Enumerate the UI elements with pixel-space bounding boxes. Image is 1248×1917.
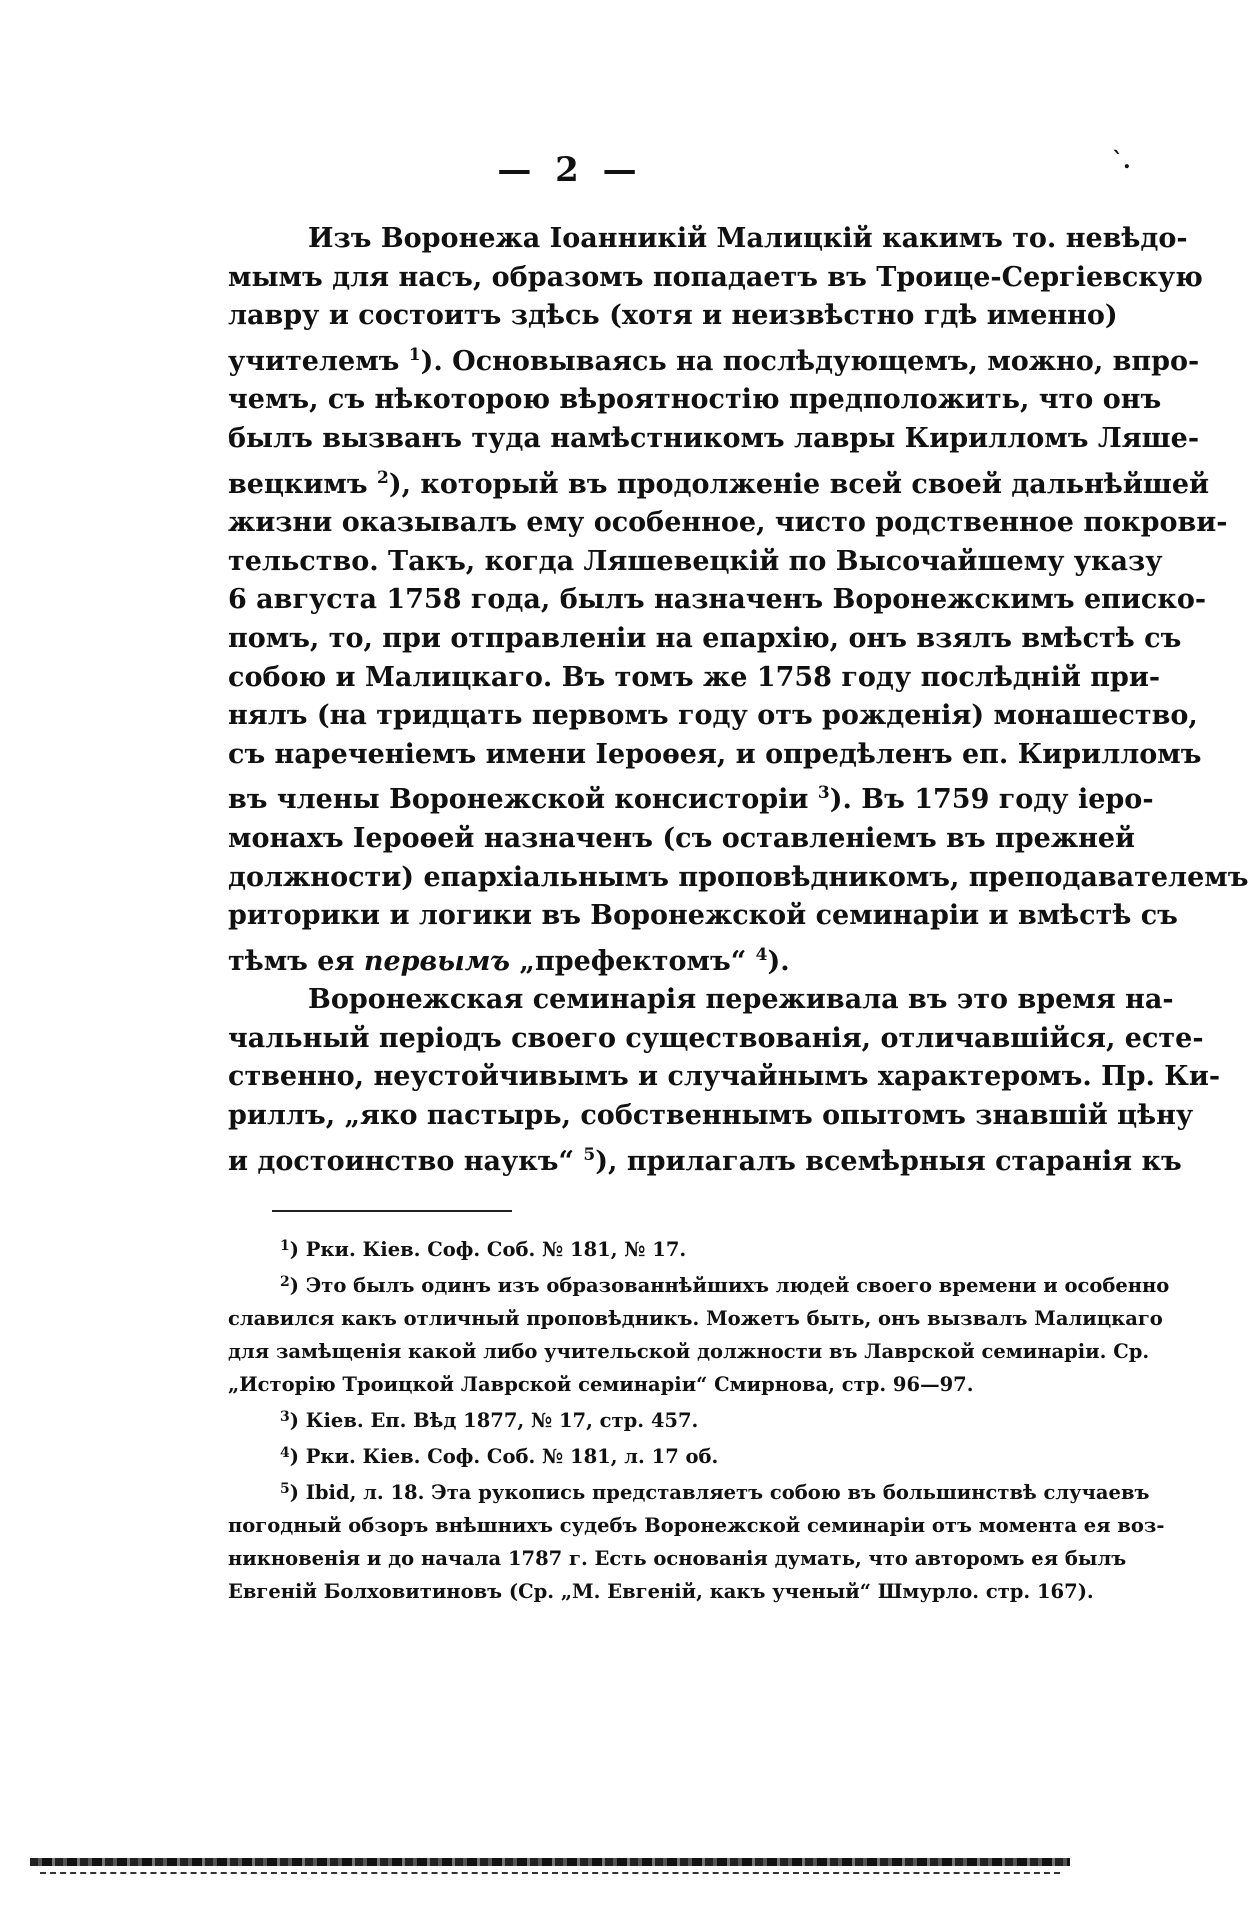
text-line: риторики и логики въ Воронежской семинаріи и вмѣстѣ съ <box>228 900 1178 932</box>
footnote-line: $^4$) Рки. Кіев. Соф. Соб. № 181, л. 17 об. <box>280 1445 719 1468</box>
footnote-line: $^5$) Ibid, л. 18. Эта рукопись представляетъ собою въ большинствѣ случаевъ <box>280 1481 1150 1504</box>
text-fragment: „префектомъ“ <box>510 945 756 977</box>
footnote-line: $^2$) Это былъ одинъ изъ образованнѣйшихъ людей своего времени и особенно <box>280 1274 1170 1297</box>
footnote-number: 4 <box>280 1445 290 1461</box>
footnote-text: Это былъ одинъ изъ образованнѣйшихъ людей своего времени и особенно <box>305 1274 1170 1297</box>
text-fragment: ), который въ продолженіе всей своей дальнѣйшей <box>388 468 1210 500</box>
text-fragment: тѣмъ ея <box>228 945 364 977</box>
bottom-scan-rule <box>30 1858 1070 1866</box>
footnote-line: погодный обзоръ внѣшнихъ судебъ Воронежской семинаріи отъ момента ея воз- <box>228 1514 1165 1537</box>
text-line: съ нареченіемъ имени Іероѳея, и опредѣленъ еп. Кирилломъ <box>228 738 1202 770</box>
text-fragment: въ члены Воронежской консисторіи <box>228 784 818 816</box>
text-line: помъ, то, при отправленіи на епархію, онъ взялъ вмѣстѣ съ <box>228 622 1182 654</box>
text-line: лавру и состоитъ здѣсь (хотя и неизвѣстно гдѣ именно) <box>228 300 1118 332</box>
footnote-text: Рки. Кіев. Соф. Соб. № 181, № 17. <box>305 1238 687 1261</box>
text-line: монахъ Іероѳей назначенъ (съ оставленіемъ въ прежней <box>228 822 1136 854</box>
footnote-line: $^3$) Кіев. Еп. Вѣд 1877, № 17, стр. 457. <box>280 1409 699 1432</box>
footnote-line: славился какъ отличный проповѣдникъ. Можетъ быть, онъ вызвалъ Малицкаго <box>228 1307 1163 1330</box>
footnote-5 <box>228 1473 1165 1608</box>
text-line: Воронежская семинарія переживала въ это время на- <box>308 984 1174 1016</box>
text-line <box>228 459 1210 505</box>
body-text <box>228 220 1248 1181</box>
text-line: 6 августа 1758 года, былъ назначенъ Воронежскимъ еписко- <box>228 584 1207 616</box>
footnote-line: никновенія и до начала 1787 г. Есть основанія думать, что авторомъ ея былъ <box>228 1547 1127 1570</box>
bottom-scan-rule-secondary <box>40 1872 1060 1874</box>
text-line: чемъ, съ нѣкоторою вѣроятностію предположить, что онъ <box>228 384 1162 416</box>
footnote-line: для замѣщенія какой либо учительской должности въ Лаврской семинаріи. Ср. <box>228 1340 1150 1363</box>
text-fragment: учителемъ <box>228 345 409 377</box>
footnotes <box>228 1230 1170 1608</box>
italic-fragment: первымъ <box>363 945 511 977</box>
footnote-1 <box>228 1230 1056 1266</box>
footnote-ref: 4 <box>755 944 768 965</box>
text-line <box>228 336 1200 382</box>
text-line: чальный періодъ своего существованія, отличавшійся, есте- <box>228 1022 1204 1054</box>
text-fragment: вецкимъ <box>228 468 377 500</box>
footnote-number: 1 <box>280 1238 290 1254</box>
text-line: нялъ (на тридцать первомъ году отъ рожденія) монашество, <box>228 700 1198 732</box>
text-line: жизни оказывалъ ему особенное, чисто родственное покрови- <box>228 507 1228 539</box>
footnote-ref: 1 <box>408 344 421 365</box>
footnote-4 <box>228 1437 1056 1473</box>
footnote-separator <box>272 1210 512 1212</box>
footnote-ref: 2 <box>376 467 389 488</box>
text-fragment: и достоинство наукъ“ <box>228 1145 584 1177</box>
footnote-number: 2 <box>280 1274 290 1290</box>
edge-mark: `. <box>1112 148 1131 174</box>
text-line: собою и Малицкаго. Въ томъ же 1758 году послѣдній при- <box>228 661 1161 693</box>
text-line <box>228 774 1154 820</box>
text-line <box>228 1136 1182 1182</box>
text-fragment: ). <box>767 945 790 977</box>
text-fragment: ). Основываясь на послѣдующемъ, можно, впро- <box>420 345 1200 377</box>
footnote-line: $^1$) Рки. Кіев. Соф. Соб. № 181, № 17. <box>280 1238 687 1261</box>
footnote-line: Евгеній Болховитиновъ (Ср. „М. Евгеній, какъ ученый“ Шмурло. стр. 167). <box>228 1580 1094 1603</box>
text-line: Изъ Воронежа Іоанникій Малицкій какимъ то. невѣдо- <box>308 223 1188 254</box>
text-line: ственно, неустойчивымъ и случайнымъ характеромъ. Пр. Ки- <box>228 1061 1221 1093</box>
text-line: мымъ для насъ, образомъ попадаетъ въ Троице-Сергіевскую <box>228 261 1203 293</box>
footnote-number: 3 <box>280 1409 290 1425</box>
footnote-text: Кіев. Еп. Вѣд 1877, № 17, стр. 457. <box>305 1409 699 1432</box>
footnote-ref: 5 <box>583 1144 596 1165</box>
page-number: — 2 — <box>497 150 643 190</box>
text-line: былъ вызванъ туда намѣстникомъ лавры Кирилломъ Ляше- <box>228 422 1200 454</box>
text-line: должности) епархіальнымъ проповѣдникомъ, преподавателемъ <box>228 861 1248 893</box>
footnote-2 <box>228 1266 1170 1401</box>
footnote-3 <box>228 1401 1056 1437</box>
text-line <box>228 936 1056 982</box>
footnote-line: „Исторію Троицкой Лаврской семинаріи“ Смирнова, стр. 96—97. <box>228 1373 974 1396</box>
footnote-number: 5 <box>280 1481 290 1497</box>
text-line: тельство. Такъ, когда Ляшевецкій по Высочайшему указу <box>228 545 1163 577</box>
footnote-ref: 3 <box>817 783 830 804</box>
text-fragment: ). Въ 1759 году іеро- <box>829 784 1154 816</box>
footnote-text: Рки. Кіев. Соф. Соб. № 181, л. 17 об. <box>305 1445 719 1468</box>
footnote-text: Ibid, л. 18. Эта рукопись представляетъ собою въ большинствѣ случаевъ <box>305 1481 1150 1504</box>
text-line: риллъ, „яко пастырь, собственнымъ опытомъ знавшій цѣну <box>228 1100 1194 1132</box>
text-fragment: ), прилагалъ всемѣрныя старанія къ <box>595 1145 1182 1177</box>
